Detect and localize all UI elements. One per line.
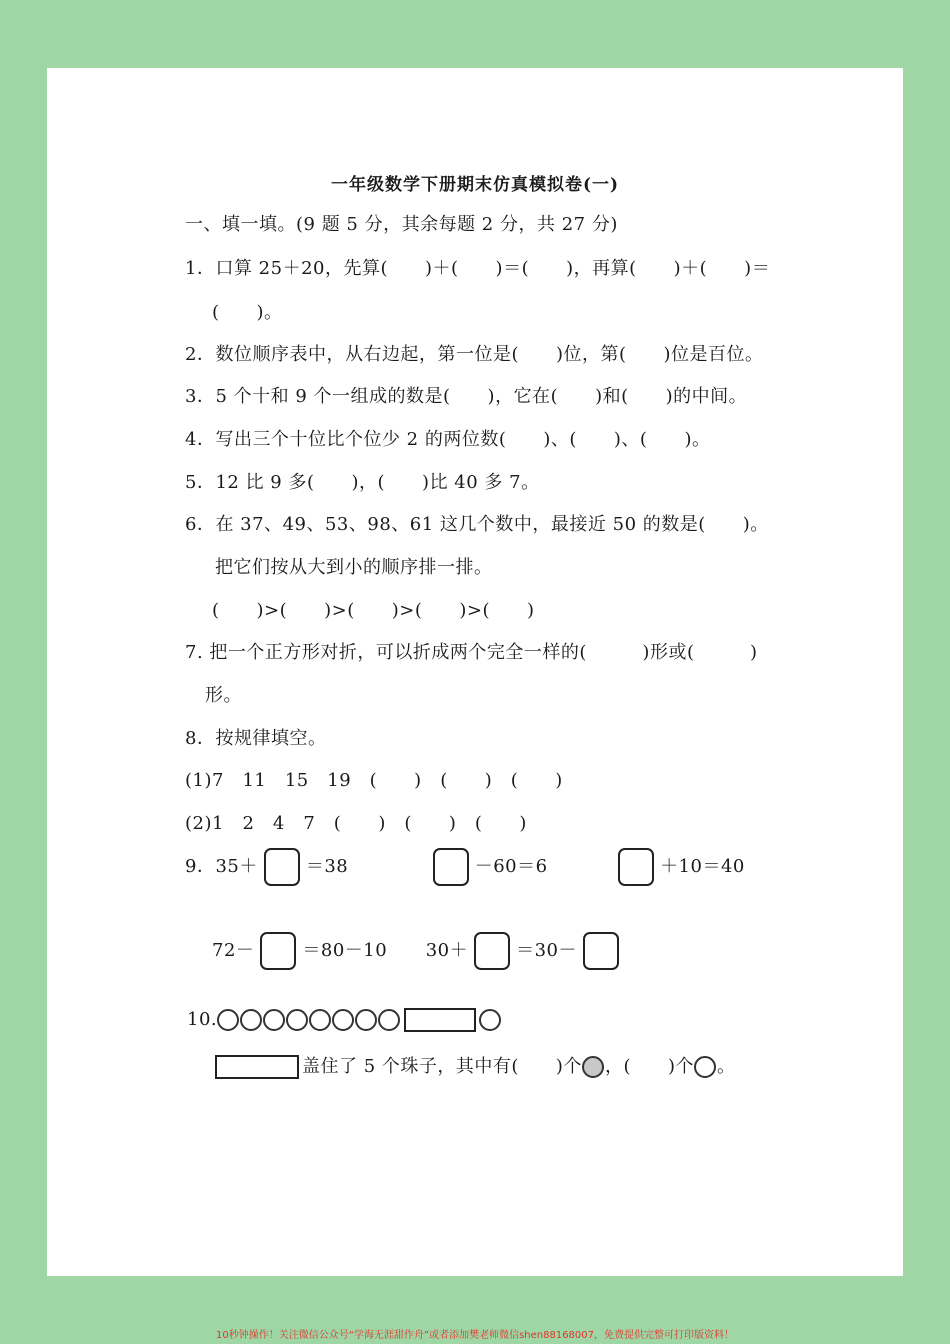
cover-box-icon bbox=[404, 1008, 476, 1032]
answer-box-b[interactable] bbox=[433, 848, 469, 886]
question-10-text-b: ，( )个 bbox=[604, 1056, 694, 1077]
question-9-row-2 bbox=[212, 932, 625, 970]
question-4: 4．写出三个十位比个位少 2 的两位数( )、( )、( )。 bbox=[185, 429, 711, 450]
question-8-part-1: (1)7 11 15 19 ( ) ( ) ( ) bbox=[185, 770, 563, 791]
bead-icon bbox=[309, 1009, 331, 1031]
question-5: 5．12 比 9 多( )，( )比 40 多 7。 bbox=[185, 472, 540, 493]
question-1-line-2: ( )。 bbox=[212, 302, 283, 323]
equation-a-prefix: 35＋ bbox=[215, 856, 258, 877]
bead-icon bbox=[378, 1009, 400, 1031]
equation-b-suffix: －60＝6 bbox=[474, 856, 548, 877]
equation-d-suffix: ＝80－10 bbox=[302, 940, 388, 961]
answer-box-e[interactable] bbox=[474, 932, 510, 970]
bead-icon bbox=[479, 1009, 501, 1031]
equation-a-suffix: ＝38 bbox=[305, 856, 349, 877]
question-10-text-row bbox=[215, 1052, 736, 1079]
question-9-row-1 bbox=[185, 848, 745, 886]
question-8-heading: 8．按规律填空。 bbox=[185, 728, 327, 749]
exam-title: 一年级数学下册期末仿真模拟卷(一) bbox=[330, 175, 620, 195]
question-10-text-c: 。 bbox=[717, 1056, 736, 1077]
answer-box-f[interactable] bbox=[583, 932, 619, 970]
shaded-bead-icon bbox=[582, 1056, 604, 1078]
equation-d-prefix: 72－ bbox=[212, 940, 255, 961]
question-8-part-2: (2)1 2 4 7 ( ) ( ) ( ) bbox=[185, 813, 527, 834]
cover-box-icon bbox=[215, 1055, 299, 1079]
question-7-line-1: 7. 把一个正方形对折，可以折成两个完全一样的( )形或( ) bbox=[185, 642, 758, 663]
bead-icon bbox=[217, 1009, 239, 1031]
equation-e-middle: ＝30－ bbox=[516, 940, 577, 961]
question-2: 2．数位顺序表中，从右边起，第一位是( )位，第( )位是百位。 bbox=[185, 344, 764, 365]
question-10-text-a: 盖住了 5 个珠子，其中有( )个 bbox=[302, 1056, 582, 1077]
bead-icon bbox=[355, 1009, 377, 1031]
white-bead-icon bbox=[694, 1056, 716, 1078]
section-heading: 一、填一填。(9 题 5 分，其余每题 2 分，共 27 分) bbox=[185, 214, 618, 235]
question-10-bead-row bbox=[187, 1008, 502, 1032]
answer-box-c[interactable] bbox=[618, 848, 654, 886]
bead-icon bbox=[332, 1009, 354, 1031]
answer-box-a[interactable] bbox=[264, 848, 300, 886]
exam-paper bbox=[47, 68, 903, 1276]
question-3: 3．5 个十和 9 个一组成的数是( )，它在( )和( )的中间。 bbox=[185, 386, 748, 407]
equation-e-prefix: 30＋ bbox=[425, 940, 469, 961]
question-6-line-2: 把它们按从大到小的顺序排一排。 bbox=[215, 557, 493, 578]
footer-notice: 10秒钟操作！关注微信公众号“学海无涯甜作舟”或者添加樊老师微信shen88168007，免费提供完整可打印版资料！ bbox=[215, 1330, 735, 1341]
question-1-line-1: 1．口算 25＋20，先算( )＋( )＝( )，再算( )＋( )＝ bbox=[185, 258, 771, 279]
question-6-order-blanks: ( )>( )>( )>( )>( ) bbox=[212, 600, 535, 621]
question-9-label: 9． bbox=[185, 856, 216, 877]
question-6-line-1: 6．在 37、49、53、98、61 这几个数中，最接近 50 的数是( )。 bbox=[185, 514, 769, 535]
bead-icon bbox=[263, 1009, 285, 1031]
question-10-label: 10. bbox=[187, 1009, 218, 1030]
question-7-line-2: 形。 bbox=[205, 685, 242, 706]
bead-icon bbox=[240, 1009, 262, 1031]
answer-box-d[interactable] bbox=[260, 932, 296, 970]
equation-c-suffix: ＋10＝40 bbox=[660, 856, 745, 877]
bead-icon bbox=[286, 1009, 308, 1031]
